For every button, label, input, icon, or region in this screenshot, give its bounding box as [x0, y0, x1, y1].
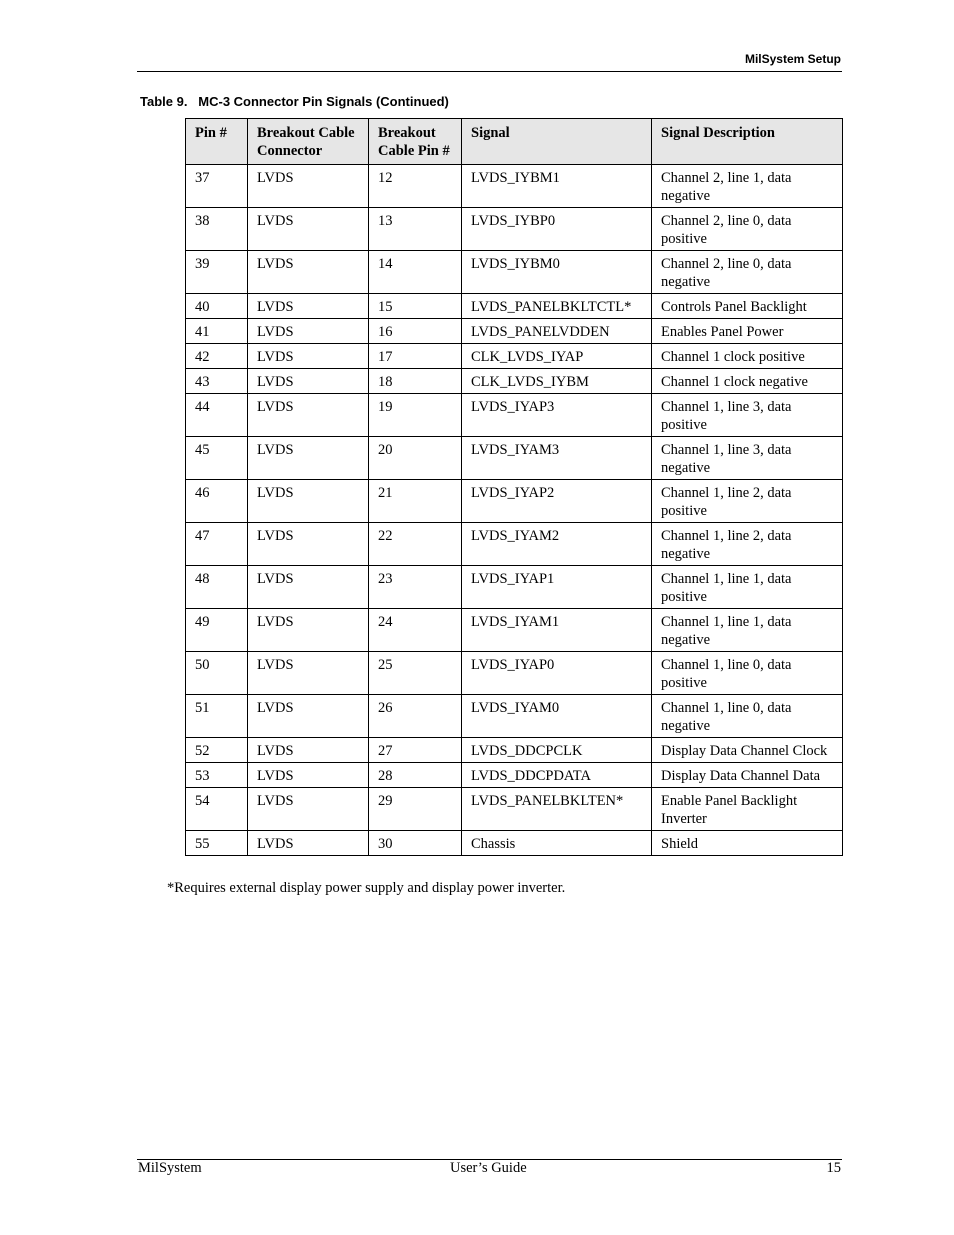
cell-description: Controls Panel Backlight: [652, 294, 843, 319]
header-row: [186, 119, 843, 165]
cell-signal: LVDS_IYAM0: [462, 695, 652, 738]
cell-signal: LVDS_IYBM0: [462, 251, 652, 294]
cell-cable-pin: 16: [369, 319, 462, 344]
cell-connector: LVDS: [248, 251, 369, 294]
col-header-signal: Signal: [462, 119, 652, 165]
cell-description: Channel 1, line 1, data positive: [652, 566, 843, 609]
cell-cable-pin: 30: [369, 831, 462, 856]
cell-pin: 43: [186, 369, 248, 394]
cell-description: Channel 1, line 3, data negative: [652, 437, 843, 480]
table-footnote: *Requires external display power supply and display power inverter.: [167, 880, 566, 896]
cell-cable-pin: 22: [369, 523, 462, 566]
cell-connector: LVDS: [248, 394, 369, 437]
cell-connector: LVDS: [248, 763, 369, 788]
table-row: [186, 319, 843, 344]
cell-cable-pin: 23: [369, 566, 462, 609]
footer-doc-title: User’s Guide: [450, 1160, 527, 1176]
cell-signal: LVDS_DDCPDATA: [462, 763, 652, 788]
cell-cable-pin: 17: [369, 344, 462, 369]
cell-connector: LVDS: [248, 738, 369, 763]
cell-connector: LVDS: [248, 294, 369, 319]
table-row: [186, 695, 843, 738]
cell-pin: 40: [186, 294, 248, 319]
cell-description: Channel 1, line 2, data positive: [652, 480, 843, 523]
cell-description: Channel 1, line 0, data negative: [652, 695, 843, 738]
col-header-description: Signal Description: [652, 119, 843, 165]
cell-pin: 37: [186, 165, 248, 208]
cell-signal: LVDS_IYAM1: [462, 609, 652, 652]
cell-pin: 48: [186, 566, 248, 609]
cell-pin: 47: [186, 523, 248, 566]
col-header-pin: Pin #: [186, 119, 248, 165]
table-header: [186, 119, 843, 165]
cell-signal: LVDS_PANELBKLTCTL*: [462, 294, 652, 319]
col-header-connector: Breakout Cable Connector: [248, 119, 369, 165]
col-header-cable-pin: Breakout Cable Pin #: [369, 119, 462, 165]
cell-description: Display Data Channel Clock: [652, 738, 843, 763]
cell-connector: LVDS: [248, 369, 369, 394]
cell-pin: 51: [186, 695, 248, 738]
pin-signals-table: [185, 118, 843, 856]
cell-signal: Chassis: [462, 831, 652, 856]
cell-pin: 49: [186, 609, 248, 652]
table-row: [186, 831, 843, 856]
cell-connector: LVDS: [248, 319, 369, 344]
cell-description: Channel 1, line 0, data positive: [652, 652, 843, 695]
table-row: [186, 609, 843, 652]
table-row: [186, 294, 843, 319]
cell-pin: 50: [186, 652, 248, 695]
cell-pin: 46: [186, 480, 248, 523]
cell-description: Channel 1 clock positive: [652, 344, 843, 369]
table-caption: Table 9. MC-3 Connector Pin Signals (Continued): [140, 94, 449, 109]
table-row: [186, 763, 843, 788]
cell-connector: LVDS: [248, 437, 369, 480]
cell-description: Channel 1 clock negative: [652, 369, 843, 394]
cell-pin: 45: [186, 437, 248, 480]
cell-cable-pin: 24: [369, 609, 462, 652]
cell-connector: LVDS: [248, 831, 369, 856]
table-row: [186, 437, 843, 480]
cell-connector: LVDS: [248, 609, 369, 652]
cell-signal: LVDS_IYAM3: [462, 437, 652, 480]
cell-description: Enable Panel Backlight Inverter: [652, 788, 843, 831]
table-row: [186, 251, 843, 294]
cell-connector: LVDS: [248, 695, 369, 738]
cell-cable-pin: 15: [369, 294, 462, 319]
cell-cable-pin: 20: [369, 437, 462, 480]
cell-pin: 41: [186, 319, 248, 344]
cell-pin: 53: [186, 763, 248, 788]
table-row: [186, 208, 843, 251]
table-row: [186, 523, 843, 566]
cell-connector: LVDS: [248, 480, 369, 523]
cell-description: Channel 1, line 1, data negative: [652, 609, 843, 652]
cell-signal: LVDS_PANELVDDEN: [462, 319, 652, 344]
cell-cable-pin: 13: [369, 208, 462, 251]
cell-signal: LVDS_PANELBKLTEN*: [462, 788, 652, 831]
table-row: [186, 566, 843, 609]
cell-cable-pin: 28: [369, 763, 462, 788]
table-row: [186, 652, 843, 695]
cell-pin: 39: [186, 251, 248, 294]
cell-cable-pin: 27: [369, 738, 462, 763]
cell-pin: 38: [186, 208, 248, 251]
cell-cable-pin: 12: [369, 165, 462, 208]
table-body: [186, 165, 843, 856]
cell-signal: LVDS_DDCPCLK: [462, 738, 652, 763]
cell-cable-pin: 29: [369, 788, 462, 831]
cell-cable-pin: 14: [369, 251, 462, 294]
cell-description: Display Data Channel Data: [652, 763, 843, 788]
cell-signal: LVDS_IYAP1: [462, 566, 652, 609]
cell-pin: 42: [186, 344, 248, 369]
cell-connector: LVDS: [248, 566, 369, 609]
header-rule: [137, 71, 842, 72]
cell-signal: LVDS_IYBM1: [462, 165, 652, 208]
table-row: [186, 480, 843, 523]
cell-description: Shield: [652, 831, 843, 856]
cell-connector: LVDS: [248, 523, 369, 566]
cell-connector: LVDS: [248, 208, 369, 251]
table-row: [186, 788, 843, 831]
cell-signal: LVDS_IYAM2: [462, 523, 652, 566]
page-number: 15: [826, 1160, 841, 1176]
cell-cable-pin: 18: [369, 369, 462, 394]
cell-cable-pin: 19: [369, 394, 462, 437]
cell-description: Enables Panel Power: [652, 319, 843, 344]
cell-cable-pin: 26: [369, 695, 462, 738]
table-row: [186, 394, 843, 437]
cell-pin: 44: [186, 394, 248, 437]
cell-description: Channel 2, line 0, data negative: [652, 251, 843, 294]
cell-description: Channel 2, line 1, data negative: [652, 165, 843, 208]
cell-signal: LVDS_IYBP0: [462, 208, 652, 251]
table-row: [186, 165, 843, 208]
cell-description: Channel 1, line 2, data negative: [652, 523, 843, 566]
cell-connector: LVDS: [248, 788, 369, 831]
cell-connector: LVDS: [248, 165, 369, 208]
table-row: [186, 344, 843, 369]
cell-pin: 52: [186, 738, 248, 763]
footer-product: MilSystem: [138, 1160, 202, 1176]
cell-pin: 54: [186, 788, 248, 831]
cell-signal: LVDS_IYAP0: [462, 652, 652, 695]
cell-cable-pin: 21: [369, 480, 462, 523]
table-row: [186, 738, 843, 763]
table-row: [186, 369, 843, 394]
running-header: MilSystem Setup: [744, 52, 841, 66]
cell-connector: LVDS: [248, 652, 369, 695]
cell-signal: LVDS_IYAP3: [462, 394, 652, 437]
cell-signal: CLK_LVDS_IYAP: [462, 344, 652, 369]
cell-description: Channel 2, line 0, data positive: [652, 208, 843, 251]
cell-description: Channel 1, line 3, data positive: [652, 394, 843, 437]
cell-pin: 55: [186, 831, 248, 856]
cell-cable-pin: 25: [369, 652, 462, 695]
cell-signal: CLK_LVDS_IYBM: [462, 369, 652, 394]
cell-connector: LVDS: [248, 344, 369, 369]
cell-signal: LVDS_IYAP2: [462, 480, 652, 523]
